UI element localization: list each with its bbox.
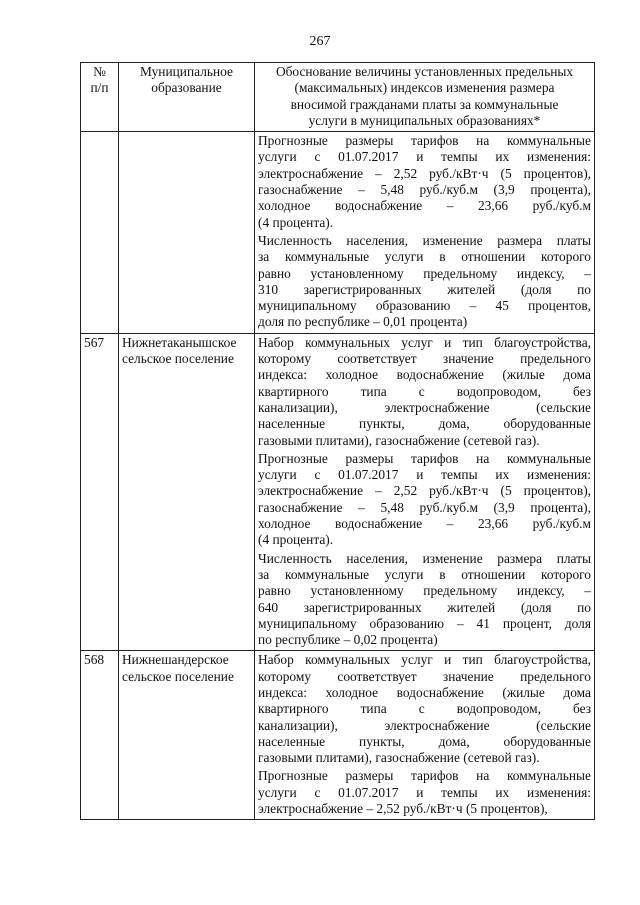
- text-line: Численность населения, изменение размера платы: [258, 550, 591, 566]
- header-justification-line: Обоснование величины установленных предельных: [275, 64, 574, 79]
- justification-paragraph: [258, 451, 591, 549]
- justification-text: [255, 132, 595, 334]
- tariff-justification-table: [80, 62, 595, 820]
- text-line: канализации), электроснабжение (сельские: [258, 717, 591, 733]
- municipality-name: [119, 651, 255, 820]
- justification-text: [255, 333, 595, 651]
- header-num: [81, 63, 119, 132]
- text-line: квартирного типа с водопроводом, без: [258, 383, 591, 399]
- text-line: холодное водоснабжение – 23,66 руб./куб.м: [258, 198, 591, 214]
- municipality-line: сельское поселение: [122, 668, 234, 684]
- text-line: 310 зарегистрированных жителей (доля по: [258, 281, 591, 297]
- text-line: газовыми плитами), газоснабжение (сетевой газ).: [258, 750, 540, 766]
- justification-paragraph: [258, 551, 591, 649]
- text-line: которому соответствует значение предельного: [258, 351, 591, 367]
- table-row: [81, 333, 595, 651]
- justification-paragraph: [258, 652, 591, 766]
- municipality-name: [119, 333, 255, 651]
- header-justification: [255, 63, 595, 132]
- text-line: населенные пункты, дома, оборудованные: [258, 416, 591, 432]
- text-line: муниципальному образованию – 41 процент, доля: [258, 615, 591, 631]
- text-line: за коммунальные услуги в отношении которого: [258, 249, 591, 265]
- text-line: холодное водоснабжение – 23,66 руб./куб.м: [258, 516, 591, 532]
- municipality-line: сельское поселение: [122, 351, 234, 367]
- justification-text: [255, 651, 595, 820]
- text-line: канализации), электроснабжение (сельские: [258, 399, 591, 415]
- justification-paragraph: [258, 768, 591, 817]
- text-line: электроснабжение – 2,52 руб./кВт·ч (5 процентов),: [258, 801, 548, 817]
- table-row: [81, 651, 595, 820]
- text-line: электроснабжение – 2,52 руб./кВт·ч (5 процентов),: [258, 483, 591, 499]
- text-line: по республике – 0,02 процента): [258, 632, 438, 648]
- text-line: услуги с 01.07.2017 и темпы их изменения:: [258, 784, 591, 800]
- text-line: газовыми плитами), газоснабжение (сетевой газ).: [258, 432, 540, 448]
- text-line: населенные пункты, дома, оборудованные: [258, 733, 591, 749]
- text-line: электроснабжение – 2,52 руб./кВт·ч (5 процентов),: [258, 165, 591, 181]
- text-line: муниципальному образованию – 45 процентов,: [258, 298, 591, 314]
- text-line: равно установленному предельному индексу, –: [258, 583, 591, 599]
- justification-paragraph: [258, 133, 591, 231]
- justification-paragraph: [258, 335, 591, 449]
- text-line: Набор коммунальных услуг и тип благоустройства,: [258, 334, 591, 350]
- text-line: доля по республике – 0,01 процента): [258, 314, 468, 330]
- table-row: [81, 132, 595, 334]
- text-line: индекса: холодное водоснабжение (жилые дома: [258, 367, 591, 383]
- header-municipality-line: образование: [151, 80, 222, 96]
- text-line: 640 зарегистрированных жителей (доля по: [258, 599, 591, 615]
- text-line: газоснабжение – 5,48 руб./куб.м (3,9 процента),: [258, 182, 591, 198]
- text-line: равно установленному предельному индексу, –: [258, 265, 591, 281]
- text-line: которому соответствует значение предельного: [258, 668, 591, 684]
- header-justification-line: (максимальных) индексов изменения размера: [294, 80, 555, 96]
- text-line: Прогнозные размеры тарифов на коммунальные: [258, 133, 591, 149]
- text-line: Прогнозные размеры тарифов на коммунальные: [258, 768, 591, 784]
- header-num-line: №: [93, 64, 106, 79]
- header-justification-line: вносимой гражданами платы за коммунальные: [290, 96, 559, 112]
- justification-paragraph: [258, 233, 591, 331]
- table-header-row: [81, 63, 595, 132]
- header-municipality-line: Муниципальное: [140, 64, 233, 79]
- text-line: (4 процента).: [258, 532, 334, 548]
- header-num-line: п/п: [90, 80, 109, 96]
- row-number: 567: [81, 333, 119, 651]
- text-line: газоснабжение – 5,48 руб./куб.м (3,9 процента),: [258, 499, 591, 515]
- text-line: Численность населения, изменение размера платы: [258, 232, 591, 248]
- municipality-name: [119, 132, 255, 334]
- text-line: Прогнозные размеры тарифов на коммунальные: [258, 450, 591, 466]
- text-line: Набор коммунальных услуг и тип благоустройства,: [258, 652, 591, 668]
- text-line: квартирного типа с водопроводом, без: [258, 701, 591, 717]
- text-line: услуги с 01.07.2017 и темпы их изменения:: [258, 149, 591, 165]
- row-number: [81, 132, 119, 334]
- page-number: 267: [309, 34, 331, 49]
- text-line: (4 процента).: [258, 214, 334, 230]
- text-line: индекса: холодное водоснабжение (жилые дома: [258, 684, 591, 700]
- text-line: за коммунальные услуги в отношении которого: [258, 566, 591, 582]
- header-municipality: [119, 63, 255, 132]
- municipality-line: Нижнетаканышское: [122, 334, 237, 350]
- text-line: услуги с 01.07.2017 и темпы их изменения:: [258, 467, 591, 483]
- row-number: 568: [81, 651, 119, 820]
- municipality-line: Нижнешандерское: [122, 652, 229, 668]
- header-justification-line: услуги в муниципальных образованиях*: [308, 112, 541, 128]
